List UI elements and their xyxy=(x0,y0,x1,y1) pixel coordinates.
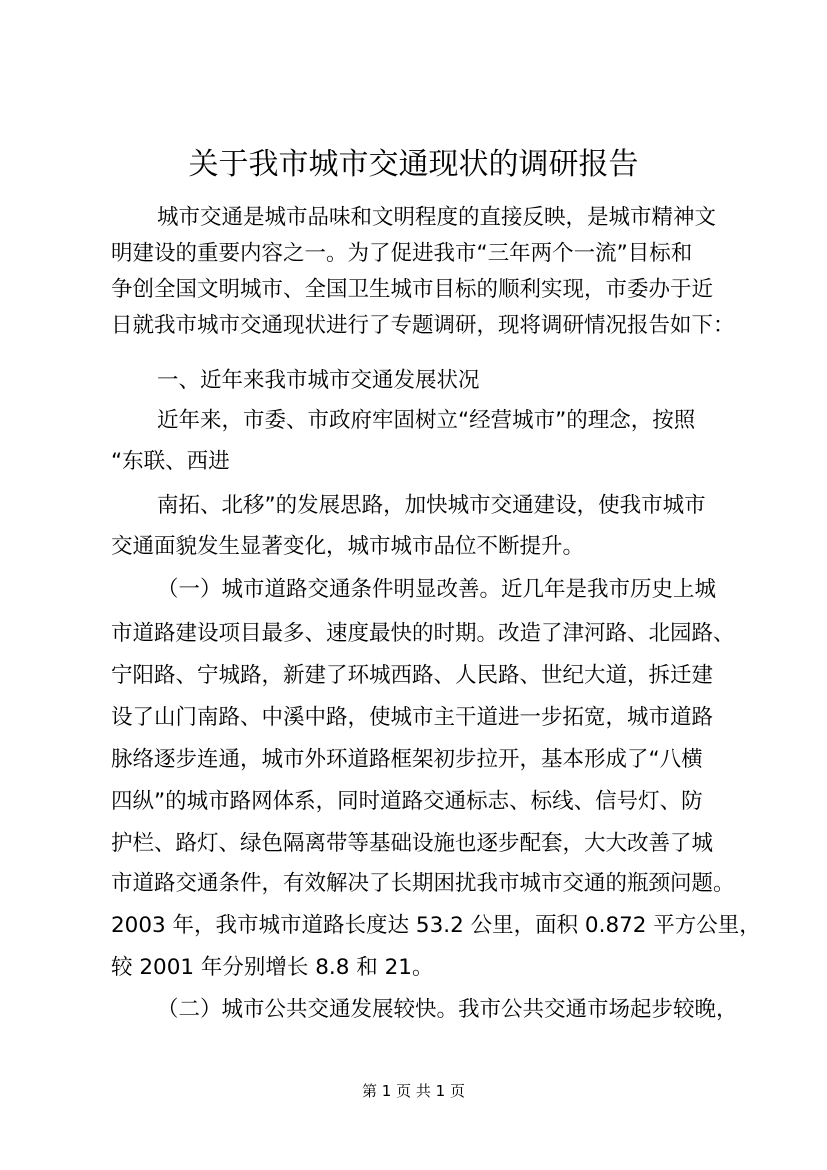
paragraph-line: 脉络逐步连通，城市外环道路框架初步拉开，基本形成了“八横 xyxy=(111,747,703,772)
paragraph-line: 护栏、路灯、绿色隔离带等基础设施也逐步配套，大大改善了城 xyxy=(111,831,714,856)
paragraph-line: 设了山门南路、中溪中路，使城市主干道进一步拓宽，城市道路 xyxy=(111,705,714,730)
section-heading: 一、近年来我市城市交通发展状况 xyxy=(157,368,480,393)
paragraph-line: 宁阳路、宁城路，新建了环城西路、人民路、世纪大道，拆迁建 xyxy=(111,663,714,688)
paragraph-line: 较 2001 年分别增长 8.8 和 21。 xyxy=(111,955,434,980)
paragraph-line: 2003 年，我市城市道路长度达 53.2 公里，面积 0.872 平方公里， xyxy=(111,913,761,938)
paragraph-line: 市道路交通条件，有效解决了长期困扰我市城市交通的瓶颈问题。 xyxy=(111,871,735,896)
paragraph-line: 交通面貌发生显著变化，城市城市品位不断提升。 xyxy=(111,534,585,559)
paragraph-line: 市道路建设项目最多、速度最快的时期。改造了津河路、北园路、 xyxy=(111,621,735,646)
paragraph-line: 近年来，市委、市政府牢固树立“经营城市”的理念，按照 xyxy=(157,408,696,433)
page-footer: 第 1 页 共 1 页 xyxy=(362,1082,465,1100)
paragraph-line: 日就我市城市交通现状进行了专题调研，现将调研情况报告如下： xyxy=(111,313,735,338)
paragraph-line: “东联、西进 xyxy=(111,449,230,474)
document-title: 关于我市城市交通现状的调研报告 xyxy=(188,147,639,182)
paragraph-line: 四纵”的城市路网体系，同时道路交通标志、标线、信号灯、防 xyxy=(111,789,703,814)
paragraph-line: 明建设的重要内容之一。为了促进我市“三年两个一流”目标和 xyxy=(111,241,693,266)
paragraph-line: （二）城市公共交通发展较快。我市公共交通市场起步较晚， xyxy=(157,997,738,1022)
paragraph-line: （一）城市道路交通条件明显改善。近几年是我市历史上城 xyxy=(157,577,717,602)
paragraph-line: 争创全国文明城市、全国卫生城市目标的顺利实现，市委办于近 xyxy=(111,277,714,302)
paragraph-line: 南拓、北移”的发展思路，加快城市交通建设，使我市城市 xyxy=(157,493,706,518)
paragraph-line: 城市交通是城市品味和文明程度的直接反映，是城市精神文 xyxy=(157,205,717,230)
